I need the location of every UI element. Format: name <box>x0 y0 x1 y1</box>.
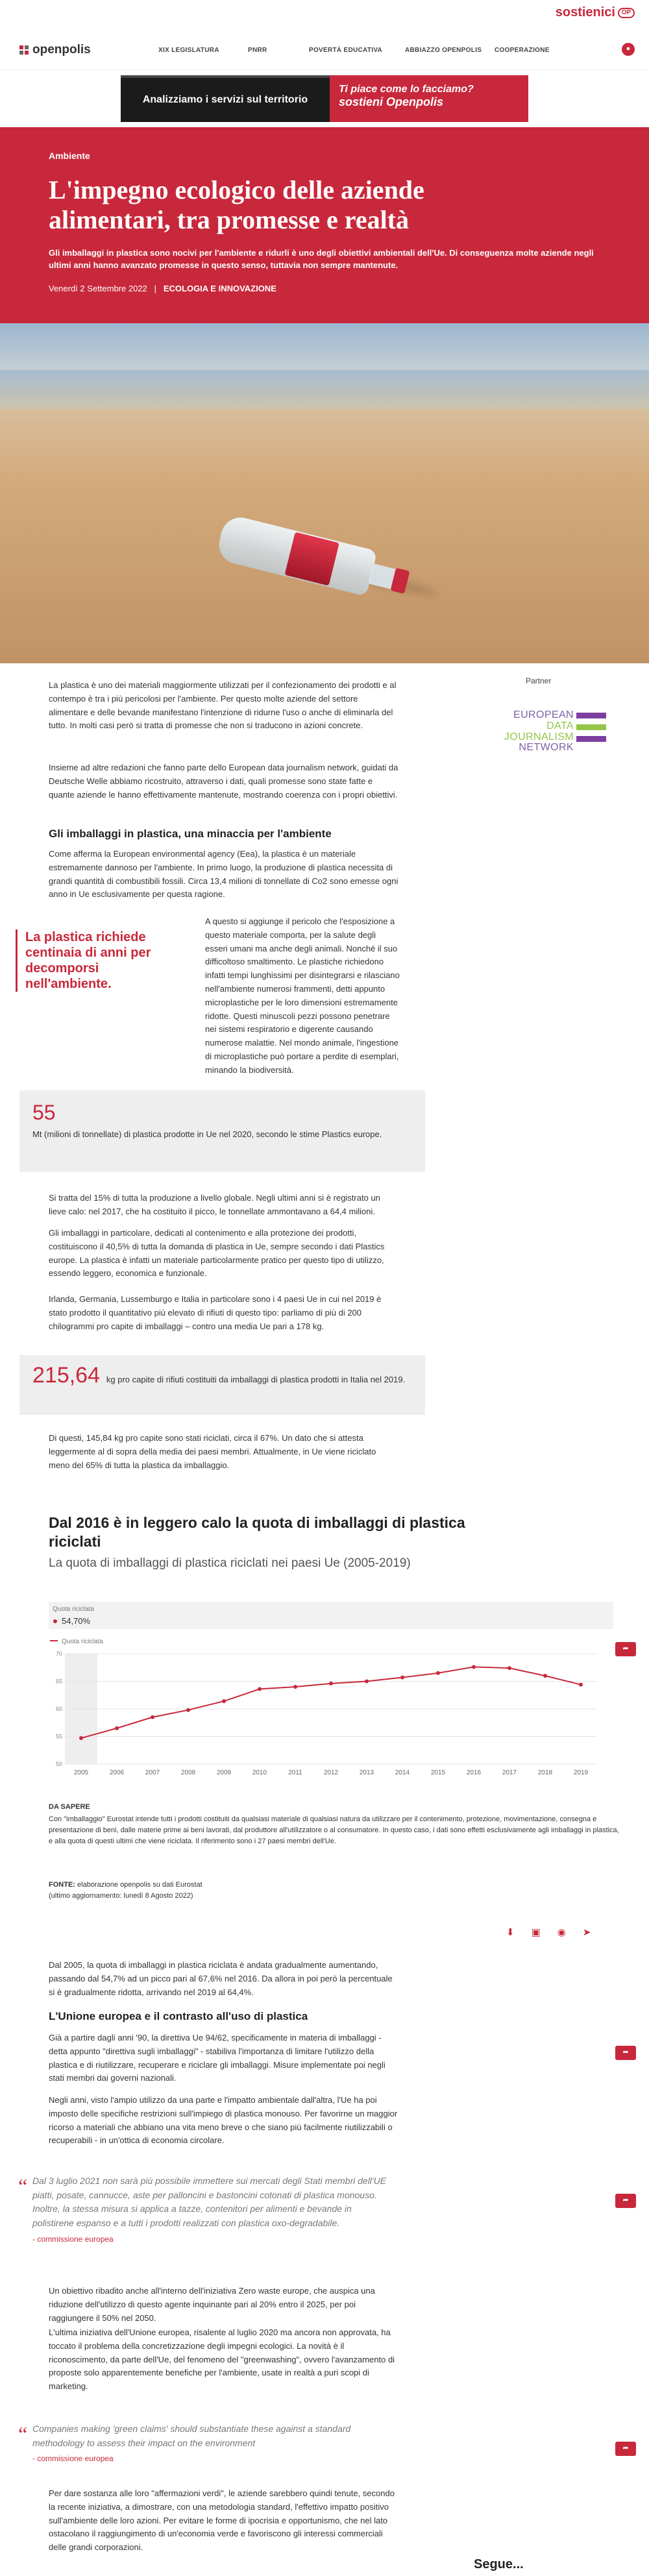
x-tick-label: 2009 <box>216 1769 232 1776</box>
data-point <box>579 1683 583 1687</box>
article-lead: Gli imballaggi in plastica sono nocivi per l'ambiente e ridurli è uno degli obiettivi ambientali dell'Ue. Di conseguenza molte aziende negli ultimi anni hanno avanzato promesse in questo senso, tuttavia non sempre mantenute. <box>49 247 594 271</box>
x-tick-label: 2010 <box>252 1769 267 1776</box>
quote-1-source[interactable]: - commissione europea <box>32 2234 114 2244</box>
y-tick-label: 50 <box>55 1761 62 1767</box>
section-heading-2: L'Unione europea e il contrasto all'uso di plastica <box>49 2010 308 2022</box>
quote-open-icon-2: “ <box>18 2422 28 2446</box>
series-line <box>81 1667 581 1738</box>
main-nav <box>0 23 649 70</box>
nav-item-cooperazione[interactable]: COOPERAZIONE <box>495 47 550 54</box>
fonte-text[interactable]: elaborazione openpolis su dati Eurostat <box>77 1881 202 1889</box>
legend-label: Quota riciclata <box>53 1606 94 1613</box>
data-point <box>329 1682 333 1686</box>
x-tick-label: 2019 <box>573 1769 589 1776</box>
line-chart <box>49 1602 613 1784</box>
x-tick-label: 2007 <box>145 1769 160 1776</box>
top-bar <box>0 0 649 23</box>
article-hero <box>0 127 649 323</box>
article-date: Venerdì 2 Settembre 2022 <box>49 283 147 293</box>
nav-item-poverta-educativa[interactable]: POVERTÀ EDUCATIVA <box>309 47 383 54</box>
x-tick-label: 2012 <box>323 1769 339 1776</box>
paragraph-2: Insieme ad altre redazioni che fanno parte dello European data journalism network, guidati da Deutsche Welle abbiamo ricostruito, attraverso i dati, quali promesse sono state fatte e quante aziende le hanno effettivamente mantenute, mostrando coerenza con i propri obiettivi. <box>49 763 398 800</box>
chart-tools <box>506 1925 591 1940</box>
data-point <box>186 1708 190 1712</box>
section-heading-1: Gli imballaggi in plastica, una minaccia per l'ambiente <box>49 828 332 840</box>
paragraph-9: Dal 2005, la quota di imballaggi in plastica riciclata è andata gradualmente aumentando, passando dal 54,7% ad un picco pari al 67,6% nel 2016. Da allora in poi però la percentuale si è gradualmente ridotta, arrivando nel 2019 al 64,4%. <box>49 1960 393 1997</box>
pull-quote: La plastica richiede centinaia di anni per decomporsi nell'ambiente. <box>16 929 165 992</box>
banner-right <box>330 75 528 122</box>
data-point <box>508 1666 511 1670</box>
paragraph-6: Gli imballaggi in particolare, dedicati al contenimento e alla protezione dei prodotti, costituiscono il 40,5% di tutta la domanda di plastica in Ue, sempre secondo i dati Plastics europe. La plastica è infatti un materiale particolarmente pratico per questo tipo di utilizzo, essendo leggero, economica e funzionale. <box>49 1228 385 1279</box>
x-tick-label: 2008 <box>180 1769 196 1776</box>
article-section[interactable]: ECOLOGIA E INNOVAZIONE <box>163 283 276 293</box>
openpolis-logo[interactable] <box>19 40 91 59</box>
quote-block-1 <box>18 2174 395 2245</box>
legend-box <box>49 1602 613 1629</box>
quote-2-text: Companies making 'green claims' should substantiate these against a standard methodology to assess their impact on the environment <box>32 2423 351 2448</box>
continue-label[interactable]: Segue... <box>474 2557 524 2571</box>
nav-item-pnrr[interactable]: PNRR <box>248 47 267 54</box>
share-icon[interactable]: ➤ <box>582 1927 591 1938</box>
stat-1-description: Mt (milioni di tonnellate) di plastica prodotte in Ue nel 2020, secondo le stime Plastics europe. <box>32 1129 382 1139</box>
paragraph-1: La plastica è uno dei materiali maggiormente utilizzati per il confezionamento dei prodotti e al contempo è tra i più pericolosi per l'ambiente. Per questo molte aziende del settore alimentare e delle bevande manifestano l'intenzione di ridurne l'uso o anche di eliminarla del tutto. In molti casi però si tratta di promesse che non si traducono in azioni concrete. <box>49 680 397 731</box>
paragraph-10: Già a partire dagli anni '90, la direttiva Ue 94/62, specificamente in materia di imballaggi - detta appunto "direttiva sugli imballaggi" - stabiliva l'importanza di limitare l'utilizzo della plastica e di riutilizzare, recuperare e riciclare gli imballaggi. Misure implementate poi negli stati membri dai governi nazionali. <box>49 2033 386 2083</box>
banner-left-text: Analizziamo i servizi sul territorio <box>121 75 330 122</box>
article-category[interactable]: Ambiente <box>49 151 90 161</box>
logo-text: openpolis <box>32 43 91 56</box>
quote-1-text: Dal 3 luglio 2021 non sarà più possibile immettere sui mercati degli Stati membri dell'UE piatti, posate, cannucce, aste per palloncini e bastoncini cotonati di plastica monouso. Inoltre, la stessa misura si applica a tazze, contenitori per alimenti e bevande in polistirene espanso e a tutti i prodotti realizzati con plastica oxo-degradabile. <box>32 2176 387 2229</box>
banner-area <box>0 70 649 127</box>
data-point <box>436 1671 440 1675</box>
paragraph-14: Per dare sostanza alle loro "affermazioni verdi", le aziende sarebbero quindi tenute, secondo la recente iniziativa, a dimostrare, con una metodologia standard, l'effettivo impatto positivo sull'ambiente delle loro azioni. Per evitare le forme di ipocrisia e opportunismo, che nel lato ostacolano il raggiungimento di un'economia verde e favoriscono gli interessi commerciali delle grandi corporazioni. <box>49 2488 395 2553</box>
x-tick-label: 2015 <box>430 1769 446 1776</box>
share-button-3[interactable]: ➦ <box>615 2194 636 2208</box>
share-button-2[interactable]: ➦ <box>615 2046 636 2060</box>
edjnet-line-1: EUROPEAN <box>513 709 574 720</box>
edjnet-logo[interactable] <box>476 710 613 754</box>
share-button[interactable]: ➦ <box>615 1642 636 1656</box>
paragraph-8: Di questi, 145,84 kg pro capite sono stati riciclati, circa il 67%. Un dato che si attesta leggermente al di sopra della media dei paesi membri. Attualmente, in Ue viene riciclato meno del 65% di tutta la plastica da imballaggio. <box>49 1433 376 1470</box>
paragraph-5: Si tratta del 15% di tutta la produzione a livello globale. Negli ultimi anni si è registrato un lieve calo: nel 2017, che ha costituito il picco, le tonnellate ammontavano a 64,4 milioni. <box>49 1193 380 1216</box>
data-point <box>543 1674 547 1678</box>
chart-heading: Dal 2016 è in leggero calo la quota di imballaggi di plastica riciclati <box>49 1514 465 1550</box>
legend-value: 54,70% <box>62 1616 91 1626</box>
fonte-block <box>49 1880 202 1902</box>
op-badge-icon: OP <box>618 8 635 18</box>
quote-2-source[interactable]: - commissione europea <box>32 2454 114 2464</box>
stat-2-number: 215,64 <box>32 1363 100 1388</box>
y-tick-label: 70 <box>55 1650 62 1657</box>
nav-item-abbiazzo[interactable]: ABBIAZZO OPENPOLIS <box>405 47 482 54</box>
y-tick-label: 65 <box>55 1678 62 1685</box>
x-tick-label: 2011 <box>288 1769 302 1776</box>
data-point <box>115 1726 119 1730</box>
fonte-update: (ultimo aggiornamento: lunedì 8 Agosto 2022) <box>49 1892 193 1900</box>
data-point <box>472 1665 476 1669</box>
x-tick-label: 2016 <box>466 1769 482 1776</box>
x-tick-label: 2018 <box>537 1769 553 1776</box>
data-point <box>79 1736 83 1740</box>
x-tick-label: 2013 <box>359 1769 374 1776</box>
share-button-4[interactable]: ➦ <box>615 2442 636 2456</box>
hero-image <box>0 323 649 663</box>
image-icon[interactable]: ▣ <box>531 1927 541 1938</box>
quote-block-2 <box>18 2422 395 2465</box>
stat-box-2 <box>19 1355 425 1415</box>
da-sapere-title: DA SAPERE <box>49 1803 90 1811</box>
stat-2-description: kg pro capite di rifiuti costituiti da imballaggi di plastica prodotti in Italia nel 2019. <box>106 1375 406 1384</box>
data-point <box>293 1685 297 1689</box>
sostienici-link[interactable] <box>556 3 635 23</box>
x-tick-label: 2014 <box>395 1769 410 1776</box>
x-tick-label: 2005 <box>73 1769 89 1776</box>
paragraph-3: Come afferma la European environmental agency (Eea), la plastica è un materiale estremamente dannoso per l'ambiente. In primo luogo, la produzione di plastica necessita di grandi quantità di combustibili fossili. Circa 13,4 milioni di tonnellate di Co2 sono emesse ogni anno in Ue esclusivamente per questa ragione. <box>49 849 398 900</box>
paragraph-12: Un obiettivo ribadito anche all'interno dell'iniziativa Zero waste europe, che auspica una riduzione dell'utilizzo di questo agente inquinante pari al 20% entro il 2025, per poi raggiungere il 50% nel 2050. <box>49 2286 375 2323</box>
search-icon[interactable]: ● <box>622 43 635 56</box>
data-point <box>400 1676 404 1680</box>
x-tick-label: 2017 <box>502 1769 517 1776</box>
data-point <box>151 1715 154 1719</box>
y-tick-label: 55 <box>55 1733 62 1740</box>
embed-icon[interactable]: ◉ <box>557 1927 566 1938</box>
banner-question: Ti piace come lo facciamo? <box>339 84 474 95</box>
paragraph-4: A questo si aggiunge il pericolo che l'esposizione a questo materiale comporta, per la salute degli esseri umani ma anche degli animali. Nonché il suo difficoltoso smaltimento. Le plastiche richiedono infatti tempi lunghissimi per disintegrarsi e rilasciano nell'ambiente numerosi frammenti, detti appunto microplastiche per le loro dimensioni estremamente ridotte. Questi minuscoli pezzi possono penetrare nei sistemi respiratorio e digerente causando numerose malattie. Nel mondo animale, l'ingestione di microplastiche può portare a perdite di esemplari, minando la biodiversità. <box>205 916 400 1075</box>
stat-1-number: 55 <box>32 1101 56 1124</box>
nav-item-legislatura[interactable]: XIX LEGISLATURA <box>158 47 219 54</box>
data-point <box>222 1699 226 1703</box>
nav-menu <box>158 45 550 56</box>
paragraph-7: Irlanda, Germania, Lussemburgo e Italia in particolare sono i 4 paesi Ue in cui nel 2019 è stato prodotto il quantitativo più elevato di rifiuti di questo tipo: parliamo di più di 200 chilogrammi pro capite di imballaggi – contro una media Ue pari a 178 kg. <box>49 1294 382 1331</box>
sea-strip <box>0 370 649 409</box>
y-tick-label: 60 <box>55 1706 62 1712</box>
edjnet-line-2: DATA JOURNALISM <box>504 720 574 742</box>
chart-subtitle: La quota di imballaggi di plastica riciclati nei paesi Ue (2005-2019) <box>49 1556 411 1570</box>
article-meta: Venerdì 2 Settembre 2022 | ECOLOGIA E INNOVAZIONE <box>49 283 276 293</box>
article-title: L'impegno ecologico delle aziende alimentari, tra promesse e realtà <box>49 175 424 234</box>
sostieni-banner[interactable] <box>121 75 528 122</box>
plastic-bottle-image <box>215 513 415 606</box>
paragraph-11: Negli anni, visto l'ampio utilizzo da una parte e l'impatto ambientale dall'altra, l'Ue ha poi imposto delle specifiche restrizioni sull'impiego di plastica monouso. Per favorirne un maggior ricorso a materiali che abbiano una vita meno breve o che siano più facilmente riutilizzabili o recuperabili - in un'ottica di economia circolare. <box>49 2095 398 2146</box>
openpolis-logo-icon <box>19 45 29 55</box>
banner-cta: sostieni Openpolis <box>339 95 444 109</box>
stat-box-1 <box>19 1090 425 1172</box>
da-sapere-box <box>49 1802 620 1847</box>
fonte-label: FONTE: <box>49 1881 75 1889</box>
da-sapere-text: Con "imballaggio" Eurostat intende tutti i prodotti costituiti da qualsiasi materiale di qualsiasi natura da utilizzare per il contenimento, protezione, movimentazione, consegna e presentazione di beni, dalle materie prime ai beni lavorati, dal produttore all'utilizzatore o al consumatore. In questo caso, i dati sono effetti esclusivamente agli imballaggi in plastica, e alla quota di questi ultimi che viene riciclata. Il riferimento sono i 27 paesi membri dell'Ue. <box>49 1815 619 1846</box>
legend-marker <box>53 1619 57 1623</box>
paragraph-13: L'ultima iniziativa dell'Unione europea, risalente al luglio 2020 ma ancora non approvata, ha toccato il problema della concretizzazione degli impegni ecologici. La novità è il riconoscimento, da parte dell'Ue, del fenomeno del "greenwashing", ovvero l'avanzamento di proposte solo apparentemente benefiche per l'ambiente, usate in realtà a puri scopi di marketing. <box>49 2327 395 2392</box>
edjnet-line-3: NETWORK <box>519 742 574 754</box>
partner-label: Partner <box>526 676 552 685</box>
data-point <box>258 1687 262 1691</box>
data-point <box>365 1680 369 1684</box>
x-tick-label: 2006 <box>109 1769 125 1776</box>
series-label: Quota riciclata <box>62 1638 103 1645</box>
download-icon[interactable]: ⬇ <box>506 1927 515 1938</box>
quote-open-icon: “ <box>18 2174 28 2198</box>
sostienici-label: sostienici <box>555 5 615 19</box>
